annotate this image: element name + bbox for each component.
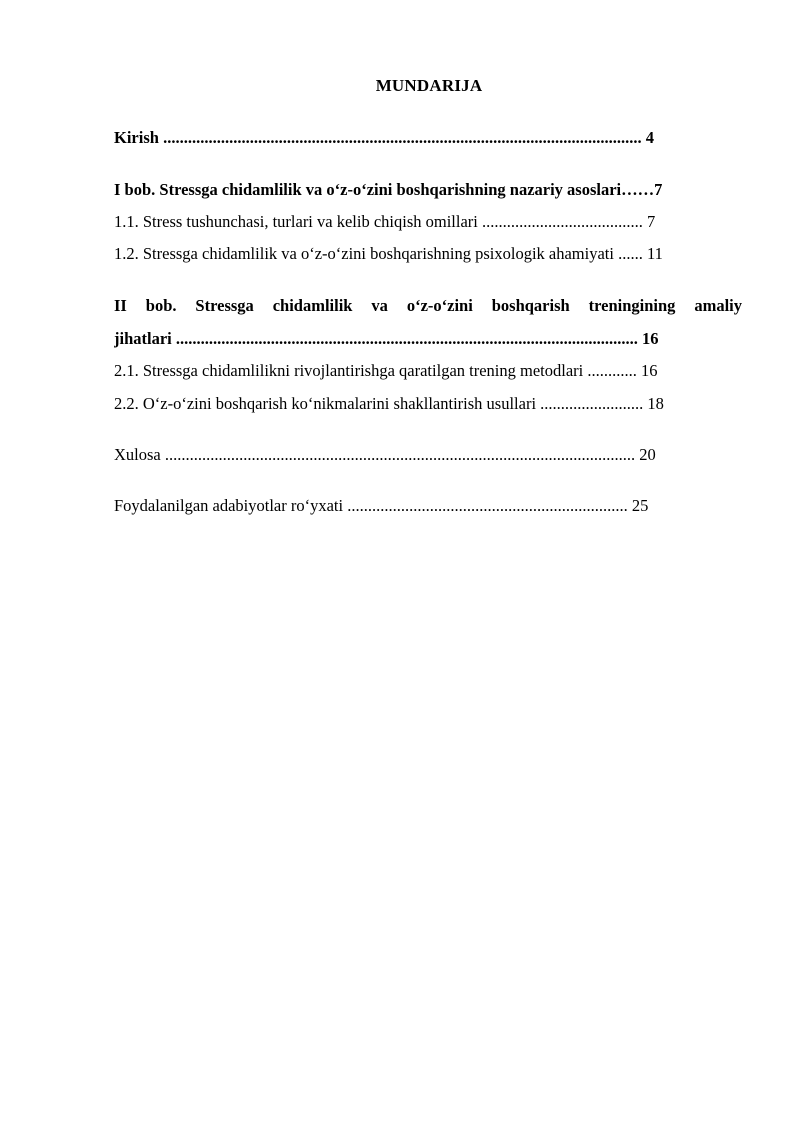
toc-leader-dots: .................................................................... (347, 496, 628, 515)
toc-entry-adabiyotlar[interactable] (114, 495, 648, 517)
toc-entry-section-2-2[interactable] (114, 393, 664, 415)
toc-entry-title: 2.2. O‘z-o‘zini boshqarish ko‘nikmalarini shakllantirish usullari (114, 394, 541, 413)
toc-leader-dots: .................................................................................................................... (163, 128, 642, 147)
toc-leader-dots: .................................................................................................................. (164, 445, 636, 464)
toc-page-number: 16 (637, 329, 659, 348)
toc-entry-chapter-1[interactable] (114, 179, 662, 201)
toc-page-number: 7 (642, 212, 656, 231)
toc-leader-dots: …… (621, 180, 655, 199)
page-title: MUNDARIJA (375, 76, 483, 95)
toc-page-number: 16 (636, 361, 658, 380)
toc-page-number: 25 (627, 496, 649, 515)
toc-entry-title: 1.1. Stress tushunchasi, turlari va kelib chiqish omillari (114, 212, 482, 231)
toc-page-number: 20 (635, 445, 656, 464)
toc-leader-dots: ............ (587, 361, 637, 380)
toc-entry-title: I bob. Stressga chidamlilik va o‘z-o‘zini boshqarishning nazariy asoslari (114, 180, 622, 199)
toc-entry-chapter-2[interactable] (114, 328, 659, 350)
toc-entry-title: 1.2. Stressga chidamlilik va o‘z-o‘zini boshqarishning psixologik ahamiyati (114, 244, 619, 263)
toc-entry-title: 2.1. Stressga chidamlilikni rivojlantirishga qaratilgan trening metodlari (114, 361, 588, 380)
toc-page-number: 7 (654, 180, 663, 199)
toc-entry-title: Foydalanilgan adabiyotlar ro‘yxati (114, 496, 348, 515)
toc-entry-chapter-2-line-1[interactable]: II bob. Stressga chidamlilik va o‘z-o‘zini boshqarish treningining amaliy (114, 296, 742, 315)
toc-page-number: 18 (643, 394, 664, 413)
toc-entry-xulosa[interactable] (114, 444, 656, 466)
toc-page-number: 4 (641, 128, 654, 147)
toc-leader-dots: ....................................... (482, 212, 643, 231)
toc-entry-title: jihatlari (114, 329, 176, 348)
toc-leader-dots: ................................................................................................................ (175, 329, 638, 348)
toc-leader-dots: ...... (618, 244, 643, 263)
toc-entry-section-1-2[interactable] (114, 243, 663, 265)
toc-entry-section-2-1[interactable] (114, 360, 657, 382)
toc-page-number: 11 (642, 244, 663, 263)
toc-entry-kirish[interactable] (114, 127, 654, 149)
toc-entry-section-1-1[interactable] (114, 211, 655, 233)
toc-leader-dots: ......................... (540, 394, 644, 413)
toc-entry-title: Xulosa (114, 445, 165, 464)
toc-entry-title: Kirish (114, 128, 164, 147)
